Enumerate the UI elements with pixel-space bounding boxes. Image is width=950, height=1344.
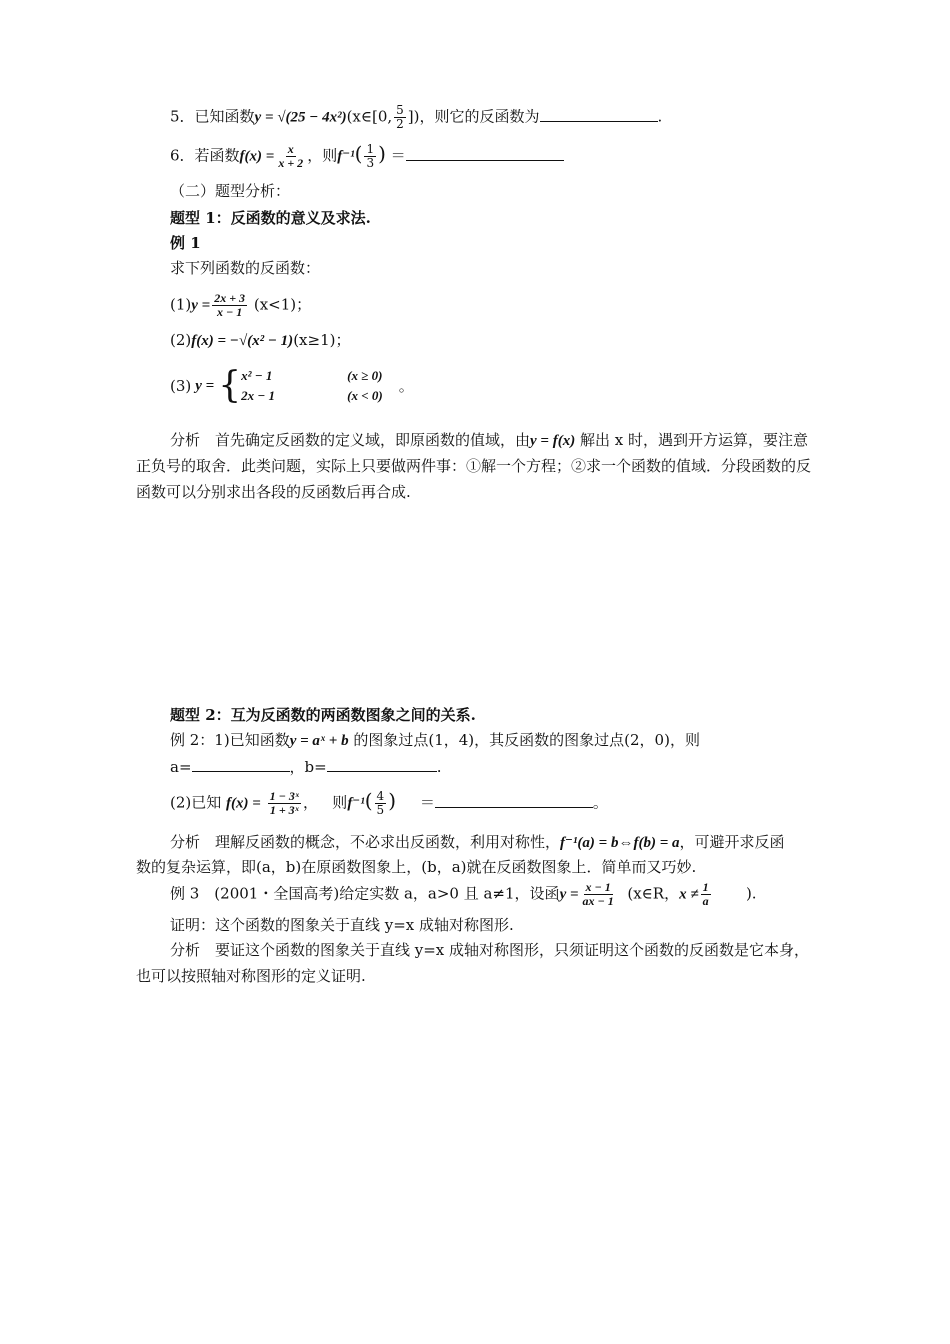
example2-line2: a= ，b= . [170,758,442,776]
ex2-p2-arg: $\frac{4}{5}$ [376,789,385,817]
example1-title: 例 1 [170,234,201,252]
example1-part3: (3) y = { x² − 1 (x ≥ 0) 2x − 1 (x < 0) 。 [170,365,414,406]
type1-heading: 题型 1：反函数的意义及求法. [170,209,371,227]
type2-heading: 题型 2：互为反函数的两函数图象之间的关系. [170,706,476,724]
ex1-p1-fraction: $\frac{2x + 3}{x - 1}$ [214,291,246,319]
analysis1-line1: 分析 首先确定反函数的定义域，即原函数的值域，由y = f(x) 解出 x 时，遇到开方运算，要注意 [170,431,808,449]
q5-expression: y = √(25 − 4x²) [254,109,347,126]
q5-answer-blank [540,107,658,122]
q5-prefix: 5．已知函数 [170,107,255,126]
q5-domain-close: ])，则它的反函数为 [407,107,540,126]
ex2-p2-answer-blank [435,793,593,808]
analysis3-line1: 分析 要证这个函数的图象关于直线 y=x 成轴对称图形，只须证明这个函数的反函数是它本身， [170,941,810,959]
ex2-p2-fraction: $\frac{\text{1 − 3ˣ}}{\text{1 + 3ˣ}}$ [269,789,299,817]
q6-prefix: 6．若函数 [170,146,240,165]
section-heading: （二）题型分析： [170,182,291,200]
analysis1-line3: 函数可以分别求出各段的反函数后再合成. [136,483,411,501]
analysis3-line2: 也可以按照轴对称图形的定义证明. [136,967,366,985]
example2-line1: 例 2：1)已知函数y = aˣ + b 的图象过点(1，4)，其反函数的图象过点(2，0)，则 [170,731,700,749]
q6-lhs: f(x) = [239,148,275,165]
piecewise-rows: x² − 1 (x ≥ 0) 2x − 1 (x < 0) [241,368,383,403]
q5-domain-fraction: $\frac{5}{2}$ [396,103,404,131]
ex3-fraction: $\frac{x - 1}{ax - 1}$ [582,880,614,908]
example1-part2: (2)f(x) = −√(x² − 1)(x≥1)； [170,331,351,349]
a-answer-blank [192,757,290,772]
example1-part1: (1)y = $\frac{2x + 3}{x - 1}$ (x<1)； [170,291,312,319]
piecewise-brace: { [218,365,242,406]
example1-intro: 求下列函数的反函数： [170,259,321,277]
proof-statement: 证明：这个函数的图象关于直线 y=x 成轴对称图形. [170,916,514,934]
question-5: 5．已知函数y = √(25 − 4x²)(x∈[0, $\frac{5}{2}$ ])，则它的反函数为 . [170,103,663,131]
example3-line: 例 3 (2001・全国高考)给定实数 a，a>0 且 a≠1，设函y = $\frac{x - 1}{ax - 1}$ (x∈R，x ≠ $\frac{1}{a}$ ). [170,880,757,908]
q6-fraction: $\frac{x}{x + 2}$ [278,142,304,170]
q6-answer-blank [406,146,564,161]
b-answer-blank [327,757,437,772]
q6-arg-fraction: $\frac{1}{3}$ [366,142,375,170]
question-6: 6．若函数f(x) = $\frac{x}{x + 2}$ ，则f⁻¹( $\frac{1}{3}$ ) ＝ [170,143,564,170]
ex3-cond-fraction: $\frac{1}{a}$ [702,880,709,908]
analysis2-line1: 分析 理解反函数的概念，不必求出反函数，利用对称性，f⁻¹(a) = b⇔f(b) = a，可避开求反函 [170,833,785,851]
analysis1-line2: 正负号的取舍．此类问题，实际上只要做两件事：①解一个方程；②求一个函数的值域．分段函数的反 [136,457,812,475]
q5-domain-open: (x∈[0, [346,107,393,126]
analysis2-line2: 数的复杂运算，即(a，b)在原函数图象上，(b，a)就在反函数图象上．简单而又巧妙. [136,858,697,876]
example2-part2: (2)已知 f(x) = $\frac{\text{1 − 3ˣ}}{\text{1 + 3ˣ}}$ ， 则f⁻¹( $\frac{4}{5}$ ) ＝ 。 [170,788,608,817]
q6-finv: f⁻¹ [337,148,355,165]
